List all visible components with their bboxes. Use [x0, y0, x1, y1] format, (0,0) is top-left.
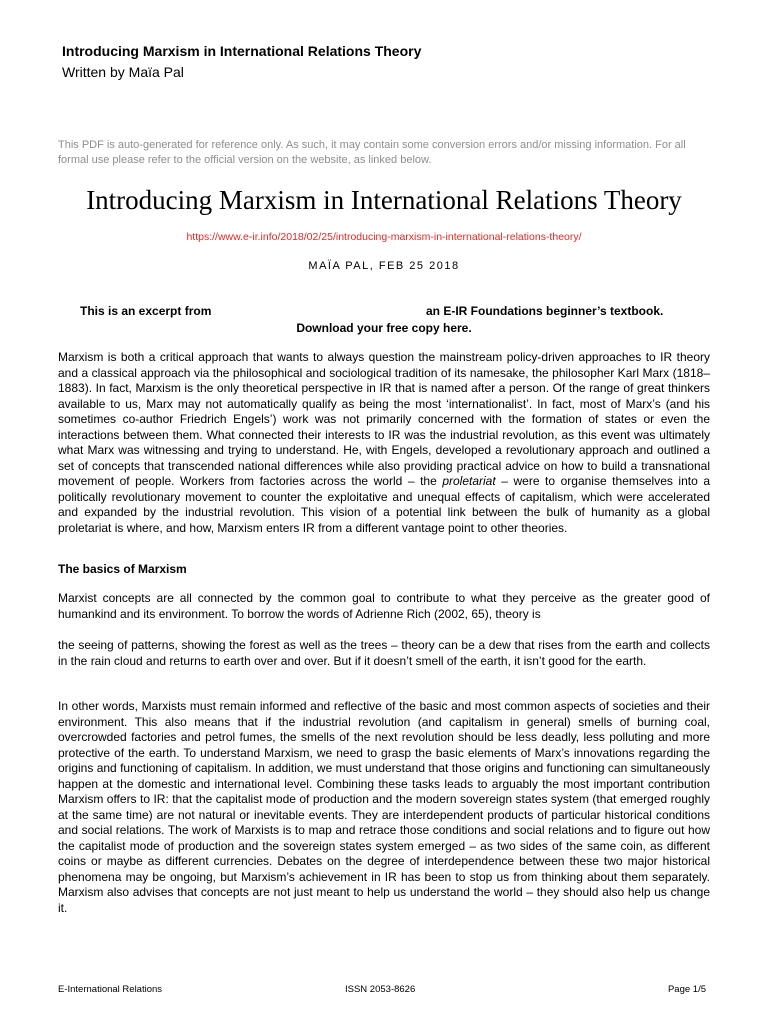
footer-issn: ISSN 2053-8626 [345, 984, 416, 995]
paragraph-3: In other words, Marxists must remain informed and reflective of the basic and most common aspects of societies and their environment. This also means that if the industrial revolution (and capitalism in general) smells of burning coal, overcrowded factories and petrol fumes, the smells of the next revolution should be less deadly, less polluting and more protective of the earth. To understand Marxism, we need to grasp the basic elements of Marx’s innovations regarding the origins and functioning of capitalism. In addition, we must understand that those origins and functioning can simultaneously happen at the domestic and international level. Combining these tasks leads to arguably the most important contribution Marxism offers to IR: that the capitalist mode of production and the modern sovereign states system (that emerged roughly at the same time) are not natural or inevitable events. They are interdependent products of particular historical conditions and social relations. The work of Marxists is to map and retrace those conditions and social relations and to figure out how the capitalist mode of production and the sovereign states system emerged – as two sides of the same coin, as different coins or maybe as different currencies. Debates on the degree of interdependence between these two major historical phenomena may be ongoing, but Marxism’s achievement in IR has been to stop us from thinking about them separately. Marxism also advises that concepts are not just meant to help us understand the world – they should also help us change it. [58, 699, 710, 915]
footer-page-number: Page 1/5 [667, 984, 706, 995]
paragraph-2: Marxist concepts are all connected by the common goal to contribute to what they perceive as the greater good of humankind and its environment. To borrow the words of Adrienne Rich (2002, 65), theory is [58, 591, 710, 621]
paragraph-1-part-b: – were to organise themselves into a politically revolutionary movement to counter the exploitative and unequal effects of capitalism, which were accelerated and expanded by the industrial revolution. This vision of a potential link between the bulk of humanity as a global proletariat is where, and how, Marxism enters IR from a different vantage point to other theories. [58, 474, 710, 535]
block-quote: the seeing of patterns, showing the forest as well as the trees – theory can be a dew that rises from the earth and collects in the rain cloud and returns to earth over and over. But if it doesn’t smell of the earth, it isn’t good for the earth. [58, 638, 710, 668]
section-heading: The basics of Marxism [58, 562, 187, 576]
article-title: Introducing Marxism in International Relations Theory [86, 185, 682, 215]
article-url-link[interactable]: https://www.e-ir.info/2018/02/25/introducing-marxism-in-international-relations-theory/ [186, 231, 582, 243]
header-author: Written by Maïa Pal [62, 64, 184, 80]
header-title: Introducing Marxism in International Relations Theory [62, 43, 422, 59]
paragraph-1 [58, 350, 710, 536]
paragraph-1-part-a: Marxism is both a critical approach that wants to always question the mainstream policy-driven approaches to IR theory and a classical approach via the philosophical and sociological tradition of its namesake, the philosopher Karl Marx (1818–1883). In fact, Marxism is the only theoretical perspective in IR that is named after a person. Of the range of great thinkers available to us, Marx may not automatically qualify as being the most ‘internationalist’. In fact, most of Marx’s (and his sometimes co-author Friedrich Engels’) work was not primarily concerned with the formation of states or even the interactions between them. What connected their interests to IR was the industrial revolution, as this event was ultimately what Marx was witnessing and trying to understand. He, with Engels, developed a revolutionary approach and outlined a set of concepts that transcended national differences while also providing practical advice on how to build a transnational movement of people. Workers from factories across the world – the [58, 350, 710, 488]
footer-publisher: E-International Relations [58, 984, 163, 995]
disclaimer-text: This PDF is auto-generated for reference only. As such, it may contain some conversion errors and/or missing information. For all formal use please refer to the official version on the website, as linked below. [58, 139, 686, 166]
excerpt-notice-right: an E-IR Foundations beginner’s textbook. [426, 304, 664, 318]
excerpt-notice-left: This is an excerpt from [80, 304, 212, 318]
document-header [62, 42, 728, 82]
proletariat-term: proletariat [442, 474, 496, 488]
article-byline: MAÏA PAL, FEB 25 2018 [308, 260, 460, 272]
download-link[interactable]: Download your free copy here. [296, 321, 472, 335]
